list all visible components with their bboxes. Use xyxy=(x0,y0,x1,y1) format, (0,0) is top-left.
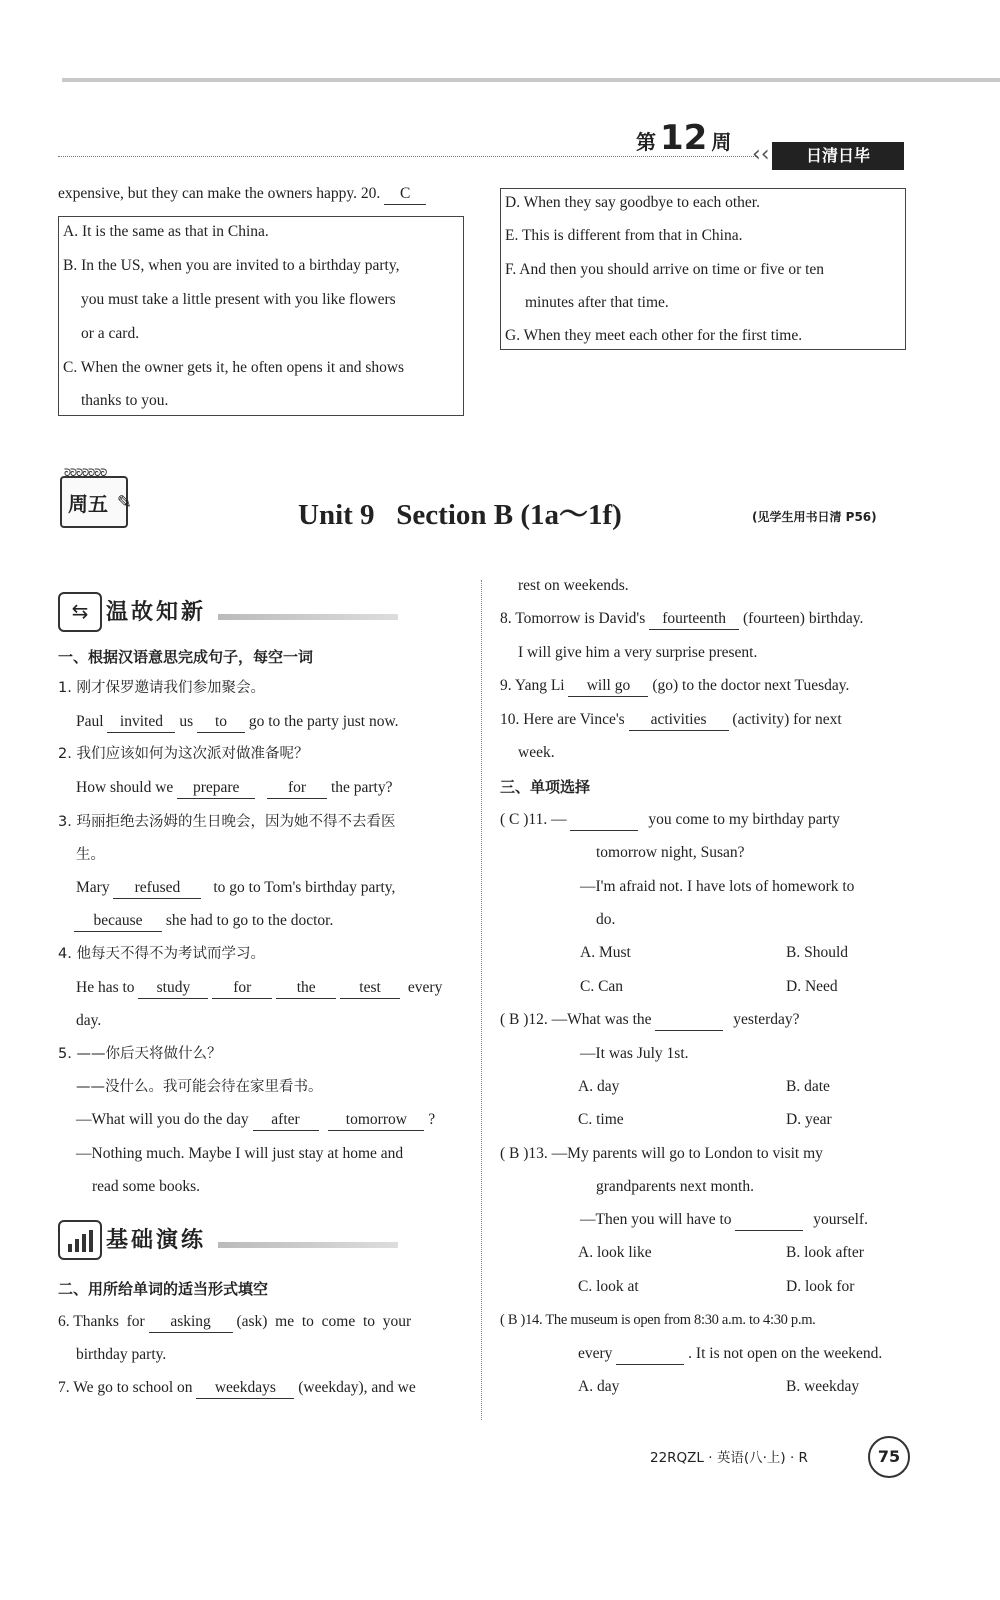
option-f-1: F. And then you should arrive on time or five or ten xyxy=(505,261,825,278)
q11-text-a: you come to my birthday party xyxy=(648,811,840,828)
q10-en-2: week. xyxy=(518,744,555,761)
column-divider xyxy=(481,580,482,1420)
q8-text-a: 8. Tomorrow is David's xyxy=(500,610,646,627)
q1-cn: 1. 刚才保罗邀请我们参加聚会。 xyxy=(58,680,265,696)
q5-text-a: —What will you do the day xyxy=(76,1111,249,1128)
q3-text-c: to go to Tom's birthday party, xyxy=(213,879,396,896)
q11-line-3: —I'm afraid not. I have lots of homework to xyxy=(580,878,855,895)
section-badge-review xyxy=(58,592,378,628)
q7-answer: weekdays xyxy=(196,1378,294,1399)
q14-text-c: . It is not open on the weekend. xyxy=(688,1345,883,1362)
q7-text-a: 7. We go to school on xyxy=(58,1379,193,1396)
q3-cn-2: 生。 xyxy=(76,847,105,863)
q5-en-1 xyxy=(76,1110,435,1131)
q6-en-2: birthday party. xyxy=(76,1346,167,1363)
q4-answer-2: for xyxy=(212,978,272,999)
q5-cn-1: 5. ——你后天将做什么？ xyxy=(58,1046,222,1062)
q5-answer-2: tomorrow xyxy=(328,1110,424,1131)
q9-en xyxy=(500,676,849,697)
options-box-left xyxy=(58,216,464,416)
q12-option-b: B. date xyxy=(786,1078,830,1095)
week-number: 12 xyxy=(660,118,708,158)
q4-text-a: He has to xyxy=(76,979,135,996)
q5-answer-1: after xyxy=(253,1110,319,1131)
q4-en xyxy=(76,978,442,999)
option-e: E. This is different from that in China. xyxy=(505,227,743,244)
q5-text-d: ? xyxy=(428,1111,436,1128)
q4-cn: 4. 他每天不得不为考试而学习。 xyxy=(58,946,265,962)
q4-answer-4: test xyxy=(340,978,400,999)
q4-answer-3: the xyxy=(276,978,336,999)
q3-answer-1: refused xyxy=(113,878,201,899)
spiral-icon: ᘐᘐᘐᘐᘐᘐᘐ xyxy=(64,468,107,479)
q6-answer: asking xyxy=(149,1312,233,1333)
q7-text-c: (weekday), and we xyxy=(298,1379,416,1396)
q3-cn-1: 3. 玛丽拒绝去汤姆的生日晚会，因为她不得不去看医 xyxy=(58,814,396,830)
q14-text-b: every xyxy=(578,1345,613,1362)
intro-text: expensive, but they can make the owners happy. 20. xyxy=(58,185,381,202)
q14-line-2 xyxy=(578,1344,882,1365)
option-c-2: thanks to you. xyxy=(81,392,169,409)
q11-answer: ( C )11. — xyxy=(500,811,567,828)
q13-option-c: C. look at xyxy=(578,1278,639,1295)
q12-answer: ( B )12. —What was the xyxy=(500,1011,652,1028)
page-number: 75 xyxy=(868,1436,910,1478)
q10-text-c: (activity) for next xyxy=(732,711,842,728)
q13-option-d: D. look for xyxy=(786,1278,855,1295)
week-header xyxy=(636,118,731,160)
top-rule xyxy=(62,78,1000,82)
q2-en xyxy=(76,778,392,799)
q8-answer: fourteenth xyxy=(649,609,739,630)
q14-option-b: B. weekday xyxy=(786,1378,860,1395)
q5-en-2: —Nothing much. Maybe I will just stay at home and xyxy=(76,1145,404,1162)
option-a: A. It is the same as that in China. xyxy=(63,223,269,240)
unit-ref: (见学生用书日清 P56) xyxy=(752,510,877,524)
badge-review-rule xyxy=(218,614,398,620)
q14-option-a: A. day xyxy=(578,1378,620,1395)
option-b-2: you must take a little present with you like flowers xyxy=(81,291,396,308)
badge-practice-label: 基础演练 xyxy=(106,1228,207,1253)
answer-20: C xyxy=(384,184,426,205)
q1-text-d: go to the party just now. xyxy=(248,713,399,730)
pen-icon: ✎ xyxy=(116,492,132,513)
intro-line xyxy=(58,184,426,205)
q1-en xyxy=(76,712,399,733)
daily-badge: 日清日毕 xyxy=(772,142,904,170)
q12-option-a: A. day xyxy=(578,1078,620,1095)
part3-heading: 三、单项选择 xyxy=(500,778,591,796)
q2-text-a: How should we xyxy=(76,779,174,796)
header-dotted-rule xyxy=(58,156,758,157)
q2-answer-1: prepare xyxy=(177,778,255,799)
arrow-icon: ⇆ xyxy=(58,592,102,632)
q8-en-1 xyxy=(500,609,863,630)
q10-text-a: 10. Here are Vince's xyxy=(500,711,625,728)
q2-answer-2: for xyxy=(267,778,327,799)
q12-text-a: yesterday? xyxy=(733,1011,800,1028)
week-prefix: 第 xyxy=(636,130,656,154)
q8-text-c: (fourteen) birthday. xyxy=(742,610,864,627)
q9-answer: will go xyxy=(568,676,648,697)
q5-en-3: read some books. xyxy=(92,1178,201,1195)
q13-line-3 xyxy=(580,1210,868,1231)
section-badge-practice xyxy=(58,1220,378,1256)
bar-chart-icon xyxy=(58,1220,102,1260)
q5-cn-2: ——没什么。我可能会待在家里看书。 xyxy=(76,1079,323,1095)
q6-text-a: 6. Thanks for xyxy=(58,1313,145,1330)
q13-option-b: B. look after xyxy=(786,1244,864,1261)
q10-answer: activities xyxy=(629,710,729,731)
option-f-2: minutes after that time. xyxy=(525,294,669,311)
q11-option-a: A. Must xyxy=(580,944,631,961)
q3-text-d: she had to go to the doctor. xyxy=(165,912,334,929)
r0: rest on weekends. xyxy=(518,577,629,594)
q12-option-c: C. time xyxy=(578,1111,624,1128)
q13-text-c: —Then you will have to xyxy=(580,1211,732,1228)
q11-option-c: C. Can xyxy=(580,978,624,995)
q1-answer-2: to xyxy=(197,712,245,733)
badge-review-label: 温故知新 xyxy=(106,600,207,625)
option-c-1: C. When the owner gets it, he often opens it and shows xyxy=(63,359,405,376)
q12-line-2: —It was July 1st. xyxy=(580,1045,689,1062)
badge-practice-rule xyxy=(218,1242,398,1248)
options-box-right xyxy=(500,188,906,350)
q12-line-1 xyxy=(500,1010,800,1031)
q4-text-d: every xyxy=(407,979,443,996)
q14-blank xyxy=(616,1344,684,1365)
q14-line-1: ( B )14. The museum is open from 8:30 a.m. to 4:30 p.m. xyxy=(500,1312,816,1328)
q11-line-4: do. xyxy=(596,911,616,928)
q4-en-2: day. xyxy=(76,1012,102,1029)
q11-line-2: tomorrow night, Susan? xyxy=(596,844,745,861)
option-b-3: or a card. xyxy=(81,325,140,342)
badge-chevrons: ‹‹ xyxy=(752,142,770,167)
q4-answer-1: study xyxy=(138,978,208,999)
q1-answer-1: invited xyxy=(107,712,175,733)
q12-option-d: D. year xyxy=(786,1111,832,1128)
q3-en-1 xyxy=(76,878,395,899)
day-label: 周五 xyxy=(68,492,108,516)
q13-line-1: ( B )13. —My parents will go to London to visit my xyxy=(500,1145,823,1162)
option-d: D. When they say goodbye to each other. xyxy=(505,194,760,211)
q3-en-2 xyxy=(74,911,333,932)
part1-heading: 一、根据汉语意思完成句子，每空一词 xyxy=(58,648,314,666)
unit-title: Unit 9 Section B (1a～1f) xyxy=(298,499,622,531)
q11-option-d: D. Need xyxy=(786,978,838,995)
q2-cn: 2. 我们应该如何为这次派对做准备呢？ xyxy=(58,746,309,762)
q9-text-c: (go) to the doctor next Tuesday. xyxy=(652,677,850,694)
footer-code: 22RQZL · 英语(八·上) · R xyxy=(650,1450,808,1466)
q7-en-1 xyxy=(58,1378,416,1399)
q13-option-a: A. look like xyxy=(578,1244,652,1261)
q3-text-a: Mary xyxy=(76,879,110,896)
part2-heading: 二、用所给单词的适当形式填空 xyxy=(58,1280,269,1298)
q11-blank xyxy=(570,810,638,831)
q6-en-1 xyxy=(58,1312,411,1333)
q6-text-c: (ask) me to come to your xyxy=(236,1313,412,1330)
week-suffix: 周 xyxy=(711,130,732,154)
q13-line-2: grandparents next month. xyxy=(596,1178,754,1195)
q9-text-a: 9. Yang Li xyxy=(500,677,565,694)
option-b-1: B. In the US, when you are invited to a birthday party, xyxy=(63,257,400,274)
q12-blank xyxy=(655,1010,723,1031)
q11-option-b: B. Should xyxy=(786,944,849,961)
day-tag xyxy=(60,468,132,528)
q1-text-a: Paul xyxy=(76,713,104,730)
q2-text-d: the party? xyxy=(330,779,393,796)
q13-blank xyxy=(735,1210,803,1231)
option-g: G. When they meet each other for the first time. xyxy=(505,327,803,344)
q3-answer-2: because xyxy=(74,911,162,932)
q11-line-1 xyxy=(500,810,840,831)
q13-text-d: yourself. xyxy=(813,1211,868,1228)
q8-en-2: I will give him a very surprise present. xyxy=(518,644,758,661)
q10-en-1 xyxy=(500,710,842,731)
q1-text-c: us xyxy=(179,713,194,730)
